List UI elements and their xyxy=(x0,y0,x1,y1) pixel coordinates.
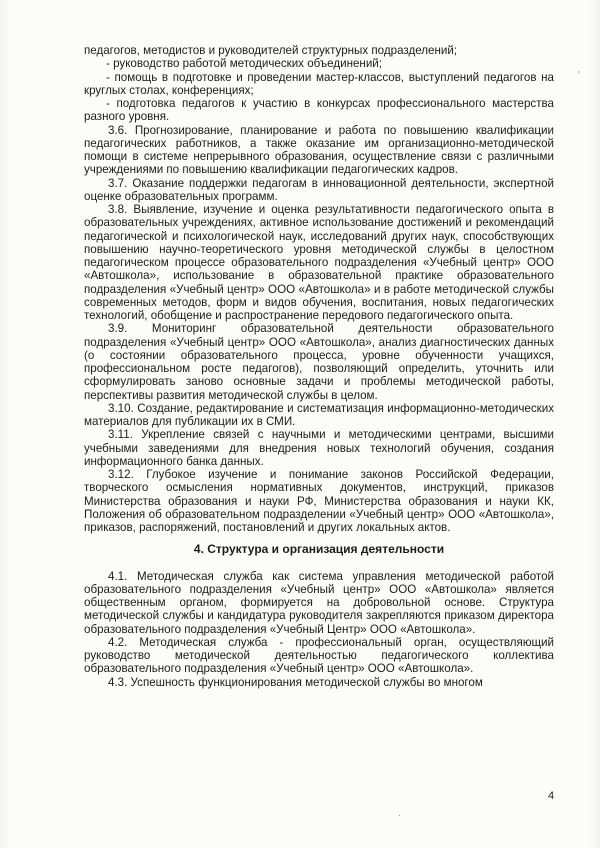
paragraph-3-11: 3.11. Укрепление связей с научными и методическими центрами, высшими учебными заведениями для внедрения новых технологий обучения, создания информационного банка данных. xyxy=(84,428,554,468)
paragraph: педагогов, методистов и руководителей структурных подразделений; xyxy=(84,44,458,57)
paragraph-3-10: 3.10. Создание, редактирование и систематизация информационно-методических материалов для публикации их в СМИ. xyxy=(84,401,554,428)
list-item: - подготовка педагогов к участию в конкурсах профессионального мастерства разного уровня. xyxy=(84,97,554,124)
page-number: 4 xyxy=(548,790,555,802)
paragraph-4-3: 4.3. Успешность функционирования методической службы во многом xyxy=(108,675,483,689)
paragraph-3-8: 3.8. Выявление, изучение и оценка результативности педагогического опыта в образовательных учреждениях, активное использование достижений и рекомендаций педагогической и психологической наук, исследований других наук, способствующих повышению научно-теоретического уровня методической службы в целостном педагогическом процессе образовательного подразделения «Учебный центр» ООО «Автошкола», использование в образовательной практике образовательного подразделения «Учебный центр» ООО «Автошкола» и в работе методической службы современных методов, форм и видов обучения, воспитания, новых педагогических технологий, обобщение и распространение передового педагогического опыта. xyxy=(84,203,554,322)
document-body xyxy=(84,44,554,689)
paragraph-3-9: 3.9. Мониторинг образовательной деятельности образовательного подразделения «Учебный центр» ООО «Автошкола», анализ диагностических данных (о состоянии образовательного процесса, уровне обученности учащихся, профессиональном росте педагогов), позволяющий определить, уточнить или сформулировать заново основные задачи и проблемы методической работы, перспективы развития методической службы в целом. xyxy=(84,322,554,402)
paragraph-4-1: 4.1. Методическая служба как система управления методической работой образовательного подразделения «Учебный центр» ООО «Автошкола» является общественным органом, формируется на добровольной основе. Структура методической службы и кандидатура руководителя закрепляются приказом директора образовательного подразделения «Учебный Центр» ООО «Автошкола». xyxy=(84,569,554,636)
scan-mark: · xyxy=(398,810,402,821)
section-heading: 4. Структура и организация деятельности xyxy=(193,542,445,557)
scan-mark: ' xyxy=(578,70,580,81)
paragraph-4-2: 4.2. Методическая служба - профессиональный орган, осуществляющий руководство методической деятельностью педагогического коллектива образовательного подразделения «Учебный центр» ООО «Автошкола». xyxy=(84,635,554,676)
list-item: - руководство работой методических объединений; xyxy=(106,57,383,71)
list-item: - помощь в подготовке и проведении мастер-классов, выступлений педагогов на круглых столах, конференциях; xyxy=(84,70,554,97)
paragraph-3-6: 3.6. Прогнозирование, планирование и работа по повышению квалификации педагогических работников, а также оказание им организационно-методической помощи в системе непрерывного образования, осуществление связи с различными учреждениями по повышению квалификации педагогических кадров. xyxy=(84,123,554,177)
paragraph-3-7: 3.7. Оказание поддержки педагогам в инновационной деятельности, экспертной оценке образовательных программ. xyxy=(84,176,554,203)
paragraph-3-12: 3.12. Глубокое изучение и понимание законов Российской Федерации, творческого осмысления нормативных документов, инструкций, приказов Министерства образования и науки РФ, Министерства образования и науки КК, Положения об образовательном подразделении «Учебный центр» ООО «Автошкола», приказов, распоряжений, постановлений и других локальных актов. xyxy=(84,468,554,534)
